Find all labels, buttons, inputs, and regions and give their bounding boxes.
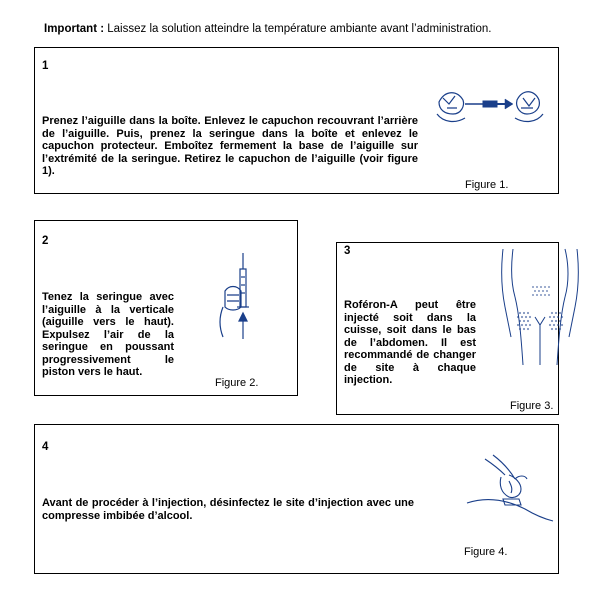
figure-4-caption: Figure 4. — [464, 546, 508, 558]
step-2-text: Tenez la seringue avec l’aiguille à la verticale (aiguille vers le haut). Expulsez l’air de la seringue en poussant progressivement le piston vers le haut. — [42, 291, 174, 378]
figure-1-caption: Figure 1. — [465, 179, 509, 191]
important-label: Important : — [44, 23, 105, 35]
step-4-box — [34, 424, 559, 574]
step-4-text: Avant de procéder à l’injection, désinfectez le site d’injection avec une compresse imbibée d’alcool. — [42, 497, 414, 522]
step-4-number: 4 — [42, 441, 49, 453]
step-1-text: Prenez l’aiguille dans la boîte. Enlevez le capuchon recouvrant l’arrière de l’aiguille. Puis, prenez la seringue dans la boîte et enlevez le capuchon protecteur. Emboîtez fermement la base de l’aiguille sur l’extrémité de la seringue. Retirez le capuchon de l’aiguille (voir figure 1). — [42, 115, 418, 177]
step-3-number: 3 — [344, 245, 351, 257]
important-text: Laissez la solution atteindre la température ambiante avant l’administration. — [107, 23, 492, 35]
step-2-box — [34, 220, 298, 396]
body-injection-sites-icon — [495, 247, 585, 367]
figure-2-caption: Figure 2. — [215, 377, 259, 389]
figure-3-caption: Figure 3. — [510, 400, 554, 412]
step-3-box — [336, 242, 559, 415]
hand-holding-syringe-icon — [215, 251, 260, 351]
step-2-number: 2 — [42, 235, 49, 247]
hands-attaching-needle-icon — [435, 80, 545, 130]
important-note — [44, 23, 491, 35]
hand-disinfecting-skin-icon — [465, 453, 555, 523]
step-1-number: 1 — [42, 60, 49, 72]
step-1-box — [34, 47, 559, 194]
step-3-text: Roféron-A peut être injecté soit dans la cuisse, soit dans le bas de l’abdomen. Il est recommandé de changer de site à chaque injection. — [344, 299, 476, 386]
